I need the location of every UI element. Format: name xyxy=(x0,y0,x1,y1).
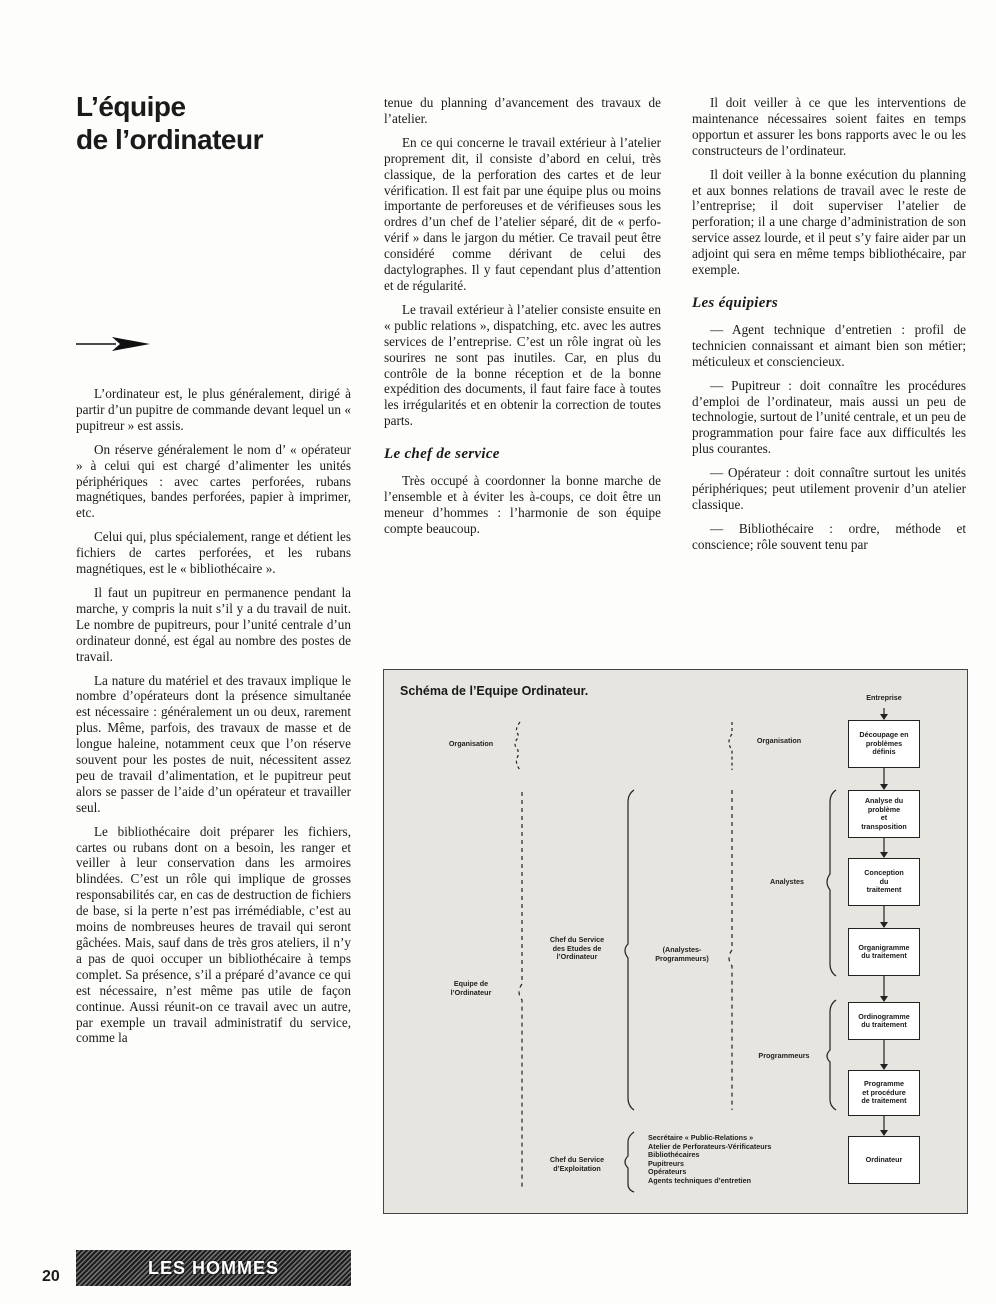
exploitation-item: Agents techniques d’entretien xyxy=(648,1175,752,1185)
equipe-label xyxy=(436,980,506,997)
diagram-title: Schéma de l’Equipe Ordinateur. xyxy=(400,684,589,698)
box-analyse xyxy=(848,790,920,838)
organisation-diagram xyxy=(383,669,968,1214)
box-line: du traitement xyxy=(861,951,907,960)
chef-exploitation-label xyxy=(534,1156,620,1173)
box-line: et procédure xyxy=(862,1087,906,1097)
section-banner-label: LES HOMMES xyxy=(147,1257,279,1278)
box-line: et xyxy=(880,813,888,822)
column-1 xyxy=(76,386,351,1054)
analystes-label: Analystes xyxy=(770,877,804,886)
box-decoupage xyxy=(848,720,920,768)
paragraph: Très occupé à coordonner la bonne marche de l’ensemble et à éviter les à-coups, ce doit être un meneur d’hommes : l’harmonie de son équipe compte beaucoup. xyxy=(384,473,661,536)
box-line: transposition xyxy=(861,821,907,831)
paragraph: Celui qui, plus spécialement, range et détient les fichiers de cartes perforées, et les rubans magnétiques, est le « bibliothécaire ». xyxy=(76,529,351,577)
equipe-line: Equipe de xyxy=(453,979,489,988)
chef-etudes-line: Chef du Service xyxy=(549,935,605,944)
box-line: du traitement xyxy=(861,1020,907,1029)
paragraph: Il doit veiller à ce que les interventions de maintenance nécessaires soient faites en temps opportun et assurer les bons rapports avec le ou les constructeurs de l’ordinateur. xyxy=(692,95,966,158)
chef-etudes-label xyxy=(534,936,620,962)
exploitation-list xyxy=(648,1134,771,1185)
box-line: Découpage en xyxy=(859,730,909,740)
equipe-line: l’Ordinateur xyxy=(450,987,492,997)
box-line: Programme xyxy=(864,1079,904,1089)
box-line: du xyxy=(879,876,889,886)
section-banner xyxy=(76,1250,351,1286)
box-line: problème xyxy=(867,804,901,814)
exploitation-item: Atelier de Perforateurs-Vérificateurs xyxy=(648,1141,772,1151)
section-heading: Le chef de service xyxy=(384,446,500,463)
paragraph: L’ordinateur est, le plus généralement, dirigé à partir d’un pupitre de commande devant lequel un « pupitreur » est assis. xyxy=(76,386,351,433)
chef-exploitation-line: Chef du Service xyxy=(549,1155,605,1164)
paragraph: On réserve généralement le nom d’ « opérateur » à celui qui est chargé d’alimenter les unités périphériques : avec cartes perforées, rubans magnétiques, bandes perforées, papier à imprimer, etc. xyxy=(76,441,351,521)
exploitation-item: Secrétaire « Public-Relations » xyxy=(648,1133,754,1142)
exploitation-item: Pupitreurs xyxy=(648,1158,684,1168)
box-ordinateur xyxy=(848,1136,920,1184)
paragraph: Le travail extérieur à l’atelier consiste ensuite en « public relations », dispatching, etc. avec les autres services de l’entreprise. C’est un rôle ingrat où les sourires ne sont pas inutiles. Car, en plus du contrôle de la bonne réception et de la bonne expédition des documents, il faut faire face à toutes les irrégularités et en obtenir la correction de toutes parts. xyxy=(384,301,661,429)
article-title xyxy=(76,90,376,156)
box-line: définis xyxy=(872,747,896,757)
chef-etudes-line: des Etudes de xyxy=(552,943,602,953)
organisation-left-label: Organisation xyxy=(448,739,494,748)
box-line: de traitement xyxy=(861,1096,907,1106)
box-ordinogramme xyxy=(848,1002,920,1040)
box-organigramme xyxy=(848,928,920,976)
paragraph: Le bibliothécaire doit préparer les fichiers, cartes ou rubans dont on a besoin, les ranger et veiller à leur conservation dans les armoires blindées. C’est un rôle qui implique de grosses responsabilités car, en cas de destruction de fichiers de base, si la perte n’est pas irrémédiable, c’est au moins de nombreuses heures de travail qui seront gâchées. Mais, sauf dans de très gros ateliers, il n’y a pas de quoi occuper un bibliothécaire à temps complet. Sa présence, s’il a préparé d’avance ce qui est nécessaire, n’est même pas utile de façon continue. Aussi réunit-on ce travail avec un autre, par exemple un travail administratif du service, comme la xyxy=(76,823,351,1046)
entreprise-label: Entreprise xyxy=(866,693,902,702)
title-line-2: de l’ordinateur xyxy=(76,124,263,155)
organisation-right-label: Organisation xyxy=(756,736,802,745)
paragraph: — Pupitreur : doit connaître les procédures d’emploi de l’ordinateur, mais aussi un peu de technologie, surtout de l’unité centrale, et un peu de programmation pour faire face aux difficultés les plus courantes. xyxy=(692,377,966,457)
box-line: problèmes xyxy=(865,738,903,748)
box-line: Ordinogramme xyxy=(858,1011,910,1021)
column-2 xyxy=(384,95,661,545)
paragraph: Il doit veiller à la bonne exécution du planning et aux bonnes relations de travail avec le reste de l’entreprise; il doit superviser l’atelier de perforation; il a une charge d’administration de son service assez lourde, et il peut s’y faire aider par un adjoint qui sera en même temps bibliothécaire, par exemple. xyxy=(692,166,966,278)
box-line: Conception xyxy=(864,868,904,878)
analystes-programmeurs-label xyxy=(642,946,722,963)
analystes-programmeurs-line: Programmeurs) xyxy=(655,953,709,963)
analystes-programmeurs-line: (Analystes- xyxy=(662,945,702,954)
box-line: Analyse du xyxy=(864,796,904,805)
box-programme xyxy=(848,1070,920,1116)
arrow-right-icon xyxy=(76,336,150,352)
programmeurs-label: Programmeurs xyxy=(758,1051,810,1060)
exploitation-item: Bibliothécaires xyxy=(648,1150,700,1159)
chef-etudes-line: l’Ordinateur xyxy=(556,952,598,961)
column-3 xyxy=(692,95,966,561)
paragraph: En ce qui concerne le travail extérieur à l’atelier proprement dit, il consiste d’abord en celui, très classique, de la perforation des cartes et de leur vérification. Il est fait par une équipe plus ou moins importante de perforeuses et de vérifieuses sous les ordres d’un chef de l’atelier séparé, dit de « perfo-vérif » dans le jargon du métier. Ce travail peut être considéré comme dérivant de celui des dactylographes. Il y faut cependant plus d’attention et de régularité. xyxy=(384,134,661,293)
paragraph: tenue du planning d’avancement des travaux de l’atelier. xyxy=(384,95,661,126)
paragraph: Il faut un pupitreur en permanence pendant la marche, y compris la nuit s’il y a du travail de nuit. Le nombre de pupitreurs, pour l’unité centrale d’un ordinateur donné, est égal au nombre des postes de travail. xyxy=(76,584,351,664)
chef-exploitation-line: d’Exploitation xyxy=(553,1163,601,1173)
paragraph: — Opérateur : doit connaître surtout les unités périphériques; peut utilement provenir d’un atelier classique. xyxy=(692,465,966,512)
title-line-1: L’équipe xyxy=(76,91,186,122)
paragraph: — Bibliothécaire : ordre, méthode et conscience; rôle souvent tenu par xyxy=(692,520,966,552)
box-line: Ordinateur xyxy=(865,1154,903,1164)
box-conception xyxy=(848,858,920,906)
box-line: traitement xyxy=(866,885,902,895)
box-line: Organigramme xyxy=(858,942,910,952)
paragraph: La nature du matériel et des travaux implique le nombre d’opérateurs dont la présence simultanée est nécessaire : généralement un ou deux, rarement plus. Même, parfois, des travaux de masse et de longue haleine, notamment ceux que l’on réserve souvent pour les postes de nuit, nécessitent assez peu de travail d’alimentation, et le pupitreur peut alors se passer de l’aide d’un opérateur et travailler seul. xyxy=(76,672,351,815)
section-heading: Les équipiers xyxy=(692,294,778,311)
paragraph: — Agent technique d’entretien : profil de technicien connaissant et aimant bien son métier; méticuleux et consciencieux. xyxy=(692,321,966,369)
exploitation-item: Opérateurs xyxy=(648,1167,687,1176)
page-number: 20 xyxy=(42,1268,60,1285)
